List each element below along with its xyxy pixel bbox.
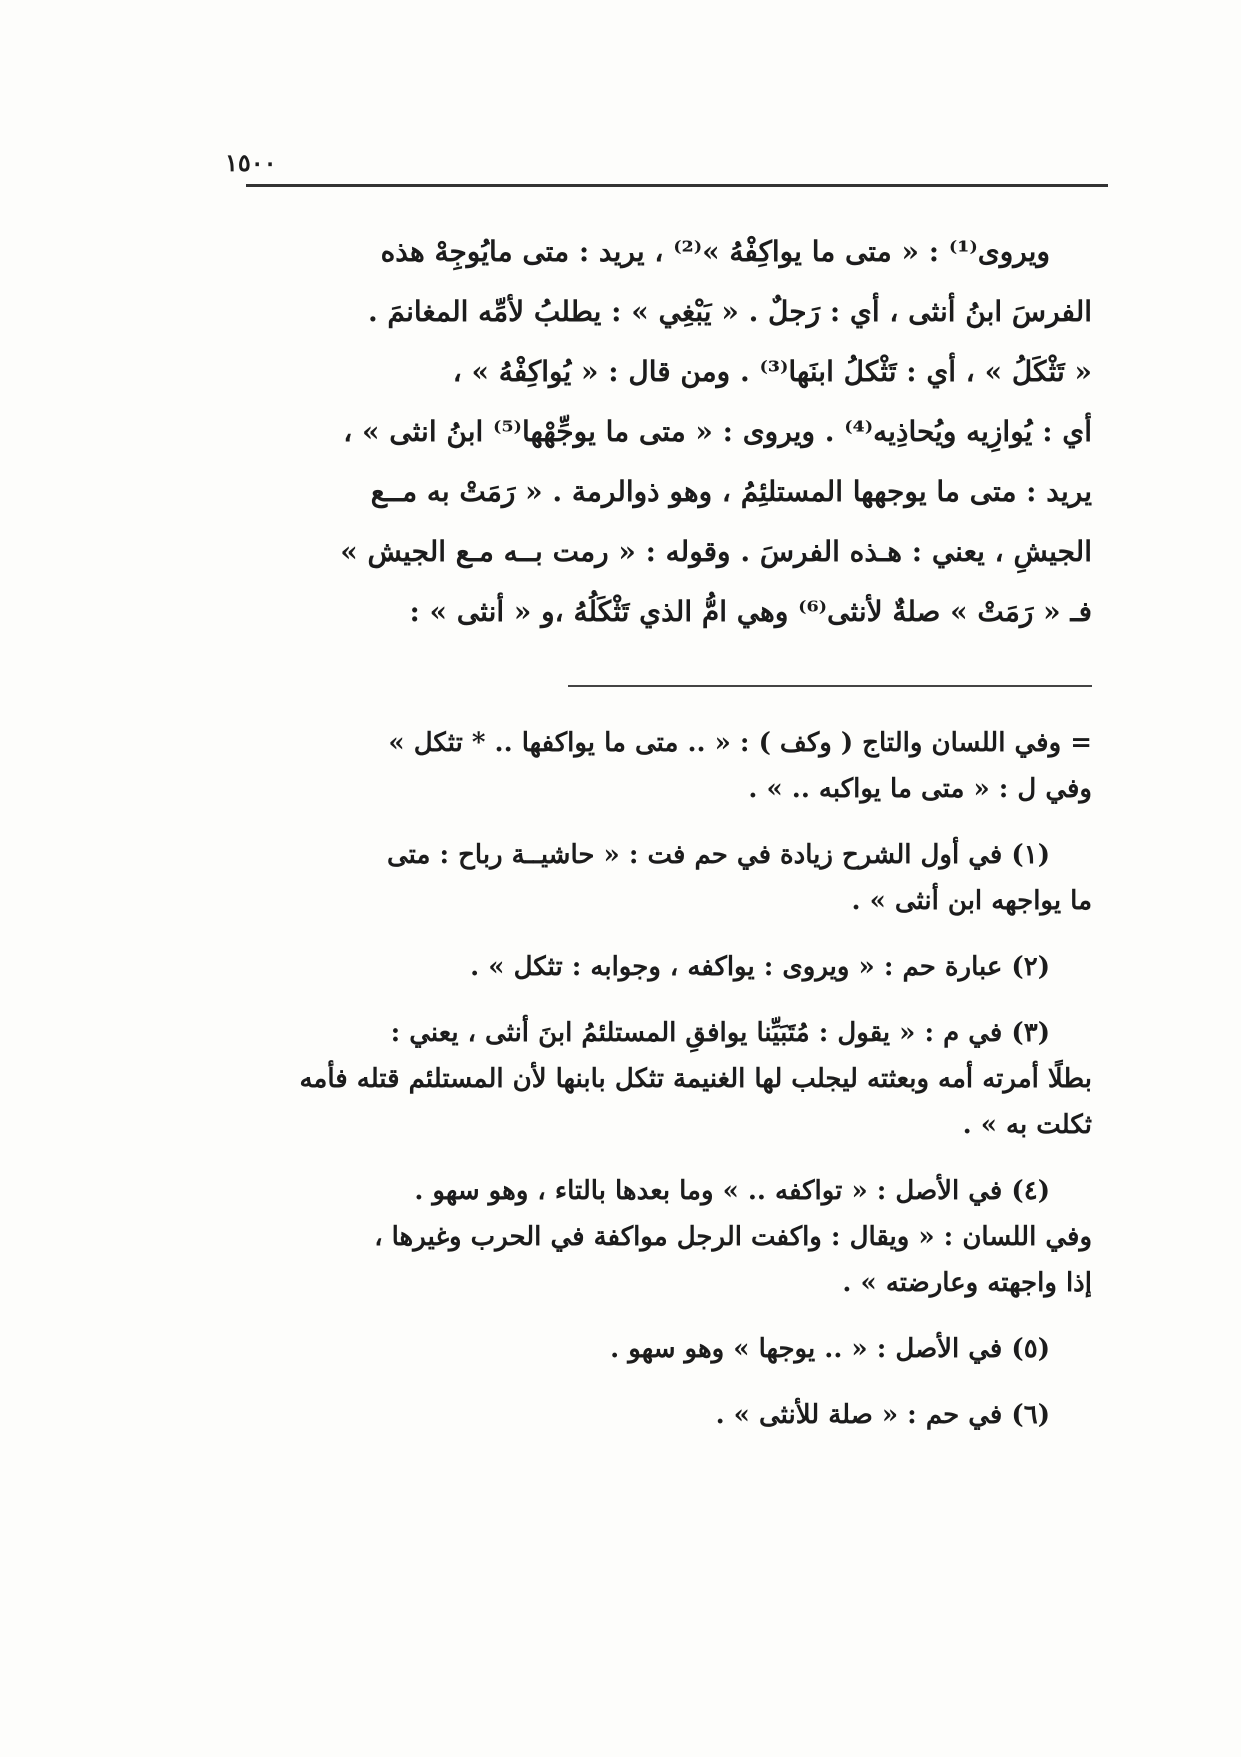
main-text-line: يريد : متى ما يوجهها المستلئِمُ ، وهو ذوالرمة . « رَمَتْ به مــع: [370, 475, 1092, 508]
main-text-line: الجيشِ ، يعني : هـذه الفرسَ . وقوله : « رمت بــه مـع الجيش »: [340, 535, 1092, 568]
footnote-line: ثكلت به » .: [962, 1110, 1092, 1140]
footnote-line: (٥) في الأصل : « .. يوجها » وهو سهو .: [610, 1334, 1050, 1364]
footnote-4: [250, 1168, 1092, 1306]
main-text-line: ويروى⁽¹⁾ : « متى ما يواكِفْهُ »⁽²⁾ ، يريد : متى مايُوجِهْ هذه: [380, 235, 1050, 268]
footnote-continuation: [250, 720, 1092, 812]
footnote-line: وفي ل : « متى ما يواكبه .. » .: [748, 774, 1092, 804]
footnote-2: [250, 944, 1092, 990]
footnote-6: [250, 1392, 1092, 1438]
main-text-line: فـ « رَمَتْ » صلةٌ لأنثى⁽⁶⁾ وهي امُّ الذي تَثْكَلُهُ ،و « أنثى » :: [409, 595, 1092, 628]
footnote-line: (٢) عبارة حم : « ويروى : يواكفه ، وجوابه : تثكل » .: [470, 952, 1050, 982]
footnotes: [250, 720, 1092, 1458]
footnote-3: [250, 1010, 1092, 1148]
footnote-1: [250, 832, 1092, 924]
footnote-line: إذا واجهته وعارضته » .: [842, 1268, 1092, 1298]
footnote-line: (٦) في حم : « صلة للأنثى » .: [715, 1400, 1050, 1430]
footnote-rule: [568, 685, 1092, 687]
footnote-line: بطلًا أمرته أمه وبعثته ليجلب لها الغنيمة تثكل بابنها لأن المستلئم قتله فأمه: [299, 1064, 1092, 1094]
main-text-line: أي : يُوازِيه ويُحاذِيه⁽⁴⁾ . ويروى : « متى ما يوجِّهْها⁽⁵⁾ ابنُ انثى » ،: [343, 415, 1092, 448]
footnote-line: وفي اللسان : « ويقال : واكفت الرجل مواكفة في الحرب وغيرها ،: [374, 1222, 1092, 1252]
footnote-5: [250, 1326, 1092, 1372]
main-text: [250, 222, 1092, 642]
page-number: ١٥٠٠: [225, 148, 277, 177]
footnote-line: = وفي اللسان والتاج ( وكف ) : « .. متى ما يواكفها .. * تثكل »: [388, 728, 1092, 758]
header-rule: [246, 184, 1108, 187]
footnote-line: (٣) في م : « يقول : مُتَبَيِّنا يوافقِ المستلئمُ ابنَ أنثى ، يعني :: [390, 1018, 1050, 1048]
footnote-line: (٤) في الأصل : « تواكفه .. » وما بعدها بالتاء ، وهو سهو .: [414, 1176, 1050, 1206]
footnote-line: (١) في أول الشرح زيادة في حم فت : « حاشيــة رباح : متى: [386, 840, 1050, 870]
main-text-line: الفرسَ ابنُ أنثى ، أي : رَجلٌ . « يَبْغِي » : يطلبُ لأمِّه المغانمَ .: [367, 295, 1092, 328]
footnote-line: ما يواجهه ابن أنثى » .: [851, 886, 1092, 916]
main-text-line: « تَثْكَلُ » ، أي : تَثْكلُ ابنَها⁽³⁾ . ومن قال : « يُواكِفْهُ » ،: [452, 355, 1092, 388]
